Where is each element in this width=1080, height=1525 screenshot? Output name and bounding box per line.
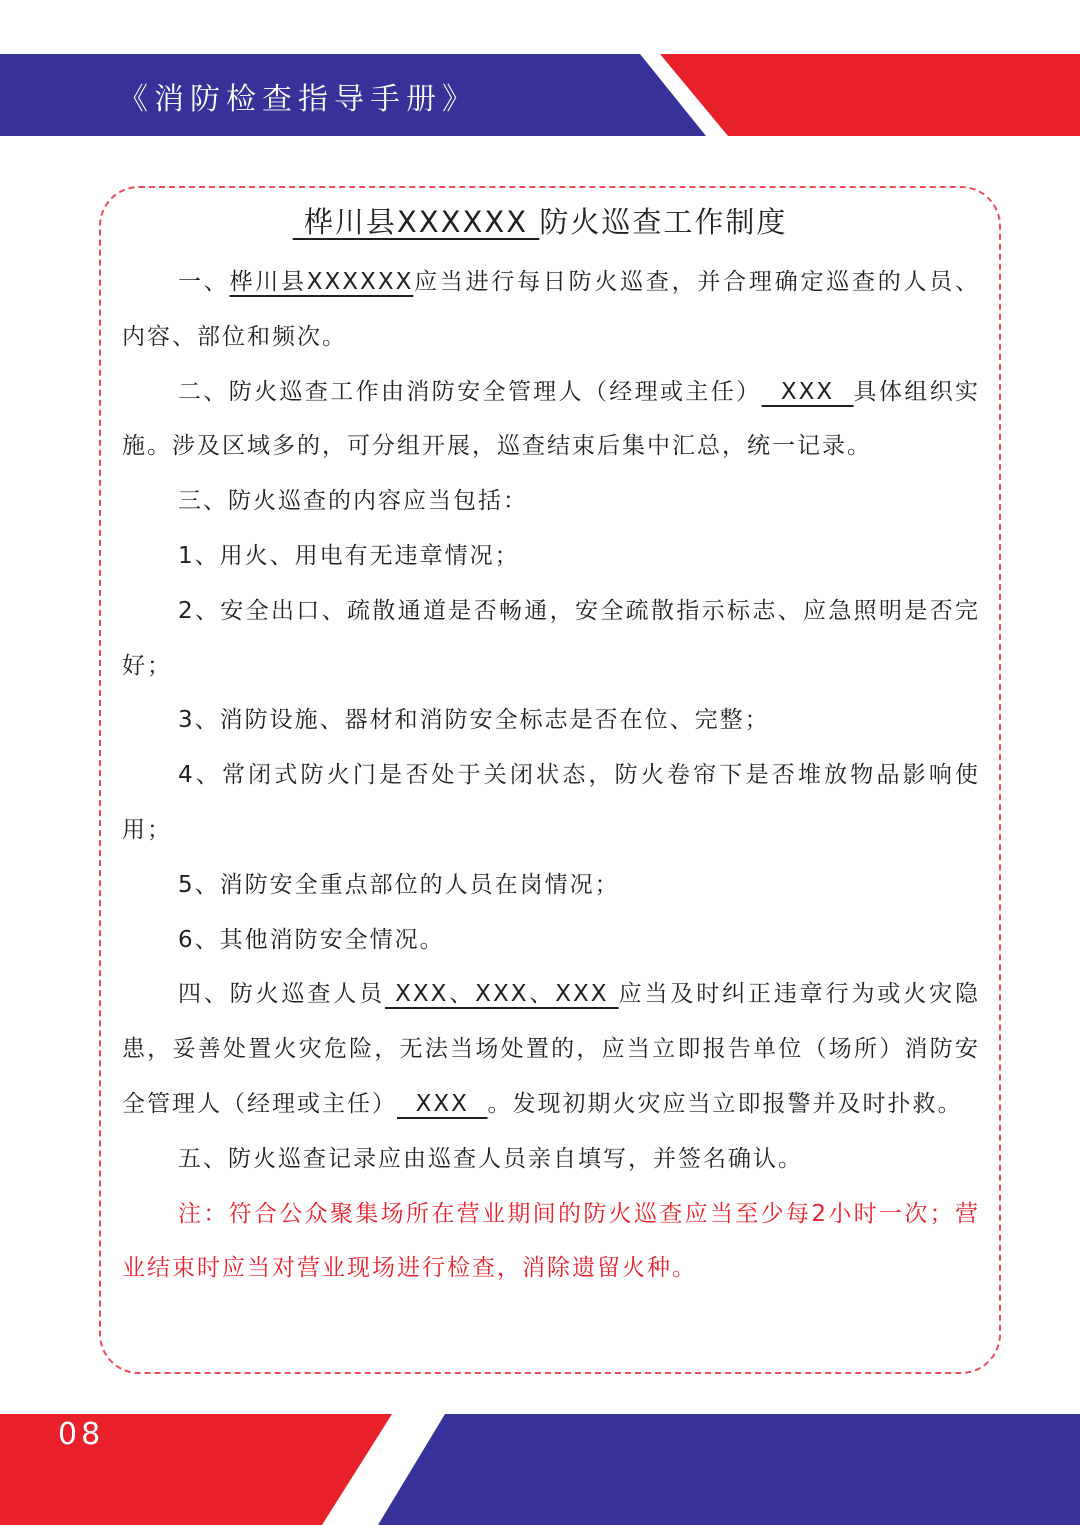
list-item-5: 5、消防安全重点部位的人员在岗情况； bbox=[178, 871, 620, 898]
footer-band bbox=[0, 1414, 1080, 1525]
footer-band-graphic bbox=[0, 1414, 1080, 1525]
list-item-2: 2、安全出口、疏散通道是否畅通，安全疏散指示标志、应急照明是否完好； bbox=[122, 597, 980, 679]
paragraph-4-patrollers: XXX、XXX、XXX bbox=[384, 981, 619, 1008]
list-item-4: 4、常闭式防火门是否处于关闭状态，防火卷帘下是否堆放物品影响使用； bbox=[122, 762, 980, 843]
paragraph-2-manager: XXX bbox=[761, 378, 854, 405]
paragraph-5: 五、防火巡查记录应由巡查人员亲自填写，并签名确认。 bbox=[178, 1145, 803, 1172]
paragraph-4 bbox=[122, 967, 980, 1131]
paragraph-3: 三、防火巡查的内容应当包括： bbox=[178, 488, 528, 515]
document-title-unit: 桦川县XXXXXX bbox=[292, 205, 540, 239]
document-title bbox=[0, 200, 1080, 241]
paragraph-2 bbox=[122, 365, 980, 475]
page-number: 08 bbox=[58, 1417, 105, 1452]
paragraph-1-text: 应当进行每日防火巡查，并合理确定巡查的人员、内容、部位和频次。 bbox=[122, 269, 980, 350]
paragraph-4-manager: XXX bbox=[397, 1090, 488, 1117]
paragraph-4-prefix: 四、防火巡查人员 bbox=[178, 981, 385, 1008]
document-body bbox=[122, 255, 980, 1296]
list-item-6: 6、其他消防安全情况。 bbox=[178, 926, 445, 953]
footer-blue-shape bbox=[378, 1414, 1080, 1525]
paragraph-2-prefix: 二、防火巡查工作由消防安全管理人（经理或主任） bbox=[178, 378, 762, 405]
document-title-text: 防火巡查工作制度 bbox=[539, 205, 788, 239]
list-item-1: 1、用火、用电有无违章情况； bbox=[178, 542, 520, 569]
paragraph-2-text: 具体组织实施。涉及区域多的，可分组开展，巡查结束后集中汇总，统一记录。 bbox=[122, 378, 981, 460]
paragraph-1-unit: 桦川县XXXXXX bbox=[229, 269, 414, 295]
header-red-shape bbox=[660, 54, 1080, 136]
paragraph-1-prefix: 一、 bbox=[178, 269, 230, 295]
paragraph-4-middle: 应当及时纠正违章行为或火灾隐患，妥善处置火灾危险，无法当场处置的，应当立即报告单位（场所）消防安全管理人（经理或主任） bbox=[122, 981, 981, 1117]
paragraph-4-suffix: 。发现初期火灾应当立即报警并及时扑救。 bbox=[487, 1090, 963, 1117]
paragraph-1 bbox=[122, 255, 980, 365]
note-paragraph: 注：符合公众聚集场所在营业期间的防火巡查应当至少每2小时一次；营业结束时应当对营业现场进行检查，消除遗留火种。 bbox=[122, 1200, 980, 1282]
manual-title: 《消防检查指导手册》 bbox=[118, 82, 478, 117]
list-item-3: 3、消防设施、器材和消防安全标志是否在位、完整； bbox=[178, 707, 770, 734]
